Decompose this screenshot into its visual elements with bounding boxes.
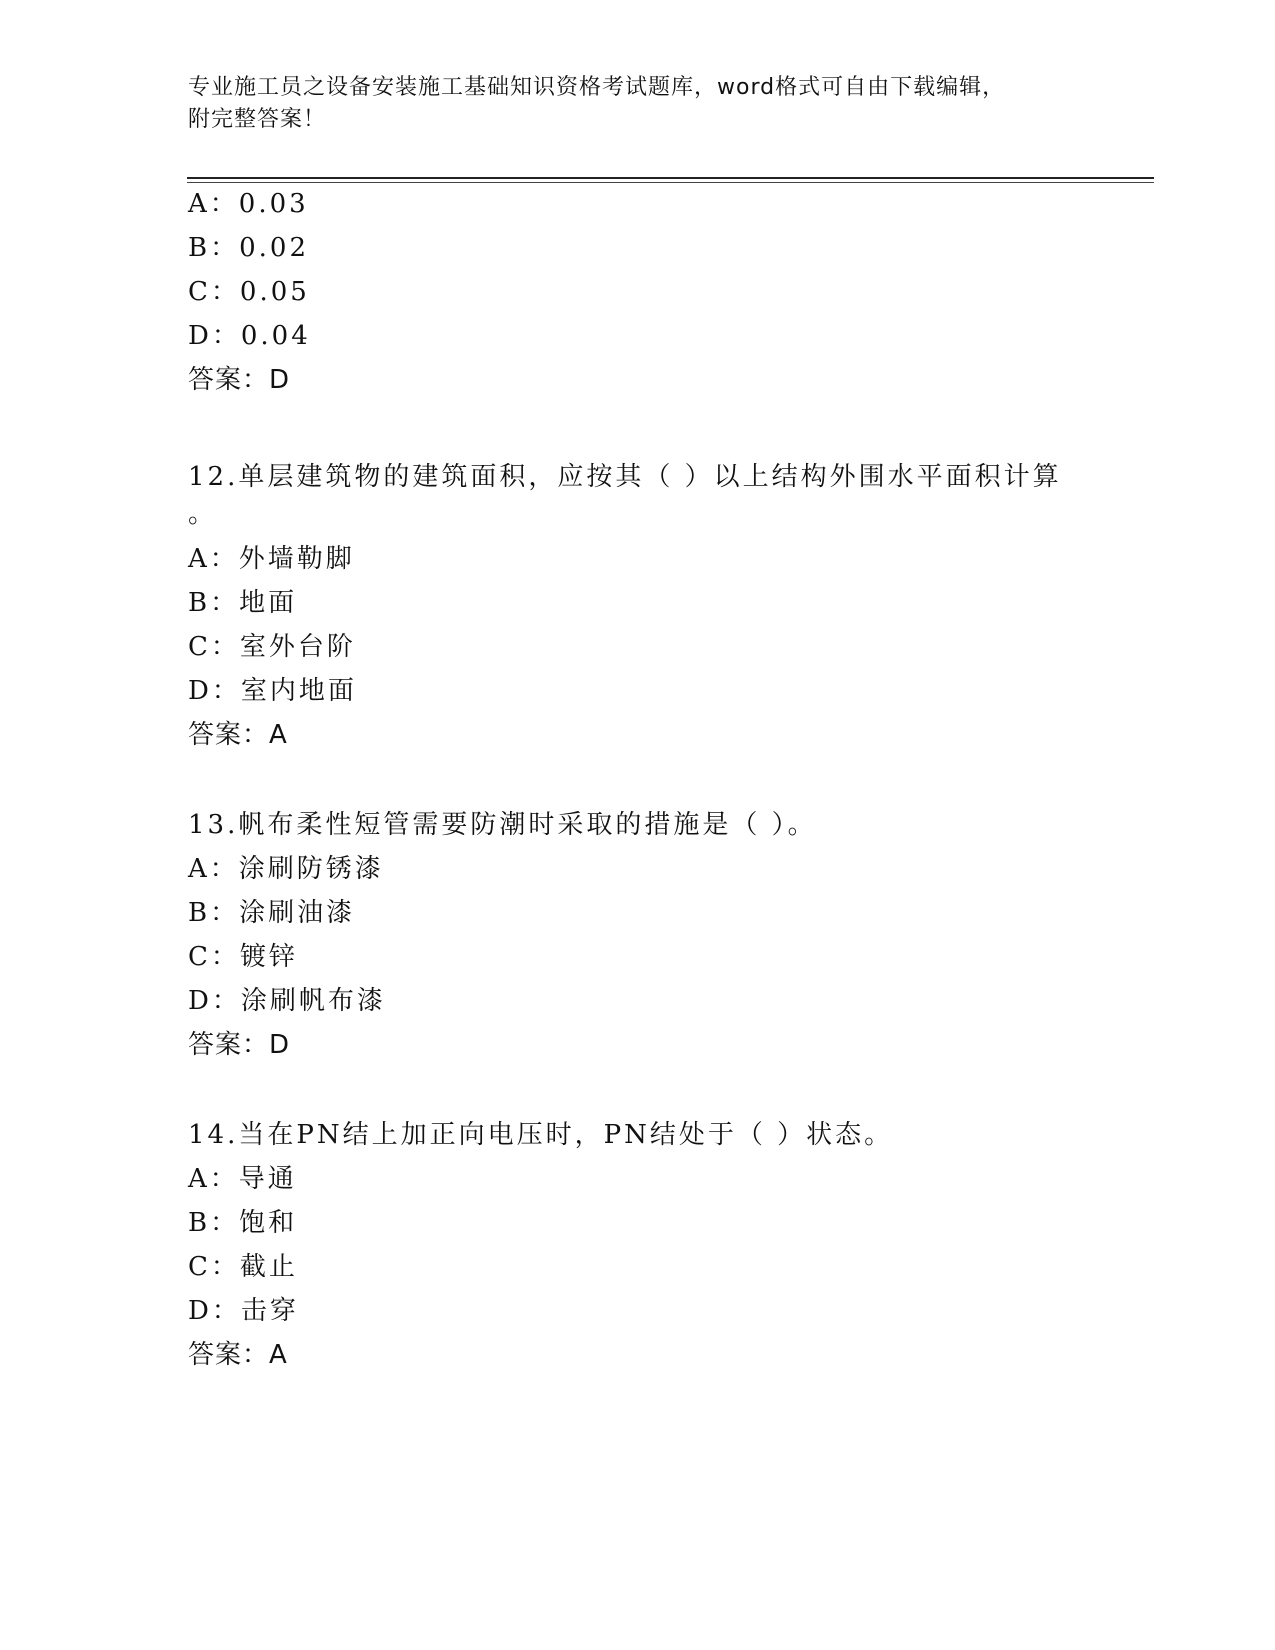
- option-letter: B: [188, 1208, 211, 1238]
- q11-option-c: [188, 275, 310, 309]
- q11-option-b: [188, 231, 309, 265]
- q14-option-b: [188, 1206, 297, 1240]
- option-letter: D: [188, 676, 212, 706]
- option-text: 室外台阶: [239, 632, 356, 662]
- q13-option-a: [188, 852, 384, 886]
- option-separator: ：: [210, 588, 240, 618]
- q12-stem-line-2: 。: [188, 499, 218, 529]
- option-letter: A: [188, 544, 210, 574]
- q14-answer: 答案：A: [188, 1340, 288, 1370]
- q13-option-b: [188, 896, 355, 930]
- option-separator: ：: [210, 233, 240, 263]
- option-letter: C: [188, 277, 211, 307]
- option-text: 饱和: [239, 1208, 298, 1238]
- option-separator: ：: [209, 854, 239, 884]
- q13-answer: 答案：D: [188, 1030, 291, 1060]
- option-letter: D: [188, 321, 212, 351]
- option-text: 击穿: [240, 1296, 299, 1326]
- option-letter: A: [188, 854, 210, 884]
- option-separator: ：: [210, 632, 240, 662]
- q11-option-a: [188, 187, 309, 221]
- option-separator: ：: [211, 321, 241, 351]
- q12-stem-line-1: 12.单层建筑物的建筑面积，应按其（ ）以上结构外围水平面积计算: [188, 462, 1062, 492]
- option-separator: ：: [209, 544, 239, 574]
- option-letter: D: [188, 1296, 212, 1326]
- document-header: [188, 72, 1088, 136]
- option-separator: ：: [210, 1252, 240, 1282]
- option-text: 导通: [238, 1164, 297, 1194]
- option-letter: C: [188, 942, 211, 972]
- q14-option-d: [188, 1294, 299, 1328]
- q12-option-a: [188, 542, 355, 576]
- option-text: 截止: [239, 1252, 298, 1282]
- header-divider-thin: [187, 182, 1154, 183]
- option-separator: ：: [210, 277, 240, 307]
- option-text: 0.05: [239, 277, 310, 307]
- option-letter: D: [188, 986, 212, 1016]
- q11-option-d: [188, 319, 311, 353]
- q12-option-b: [188, 586, 297, 620]
- option-text: 涂刷油漆: [239, 898, 356, 928]
- q12-option-d: [188, 674, 357, 708]
- q12-option-c: [188, 630, 356, 664]
- option-separator: ：: [209, 189, 239, 219]
- option-separator: ：: [211, 1296, 241, 1326]
- option-separator: ：: [210, 1208, 240, 1238]
- option-text: 0.03: [238, 189, 309, 219]
- option-letter: A: [188, 1164, 210, 1194]
- option-text: 外墙勒脚: [238, 544, 355, 574]
- q14-option-c: [188, 1250, 298, 1284]
- option-letter: B: [188, 233, 211, 263]
- option-text: 涂刷帆布漆: [240, 986, 386, 1016]
- header-line-2: 附完整答案！: [188, 107, 327, 132]
- option-text: 地面: [239, 588, 298, 618]
- q13-option-c: [188, 940, 298, 974]
- option-separator: ：: [211, 676, 241, 706]
- header-line-1: 专业施工员之设备安装施工基础知识资格考试题库，word格式可自由下载编辑，: [188, 75, 1006, 100]
- option-letter: B: [188, 588, 211, 618]
- option-separator: ：: [210, 942, 240, 972]
- option-letter: C: [188, 1252, 211, 1282]
- q12-answer: 答案：A: [188, 720, 288, 750]
- option-text: 镀锌: [239, 942, 298, 972]
- option-text: 0.04: [240, 321, 311, 351]
- header-divider-thick: [187, 177, 1154, 179]
- option-letter: A: [188, 189, 210, 219]
- q11-answer: 答案：D: [188, 365, 291, 395]
- option-text: 涂刷防锈漆: [238, 854, 384, 884]
- q14-option-a: [188, 1162, 297, 1196]
- option-separator: ：: [209, 1164, 239, 1194]
- option-text: 0.02: [239, 233, 310, 263]
- option-separator: ：: [211, 986, 241, 1016]
- option-letter: B: [188, 898, 211, 928]
- option-separator: ：: [210, 898, 240, 928]
- q13-stem-line-1: 13.帆布柔性短管需要防潮时采取的措施是（ ）。: [188, 810, 817, 840]
- q13-option-d: [188, 984, 386, 1018]
- option-letter: C: [188, 632, 211, 662]
- option-text: 室内地面: [240, 676, 357, 706]
- q14-stem-line-1: 14.当在PN结上加正向电压时，PN结处于（ ）状态。: [188, 1120, 894, 1150]
